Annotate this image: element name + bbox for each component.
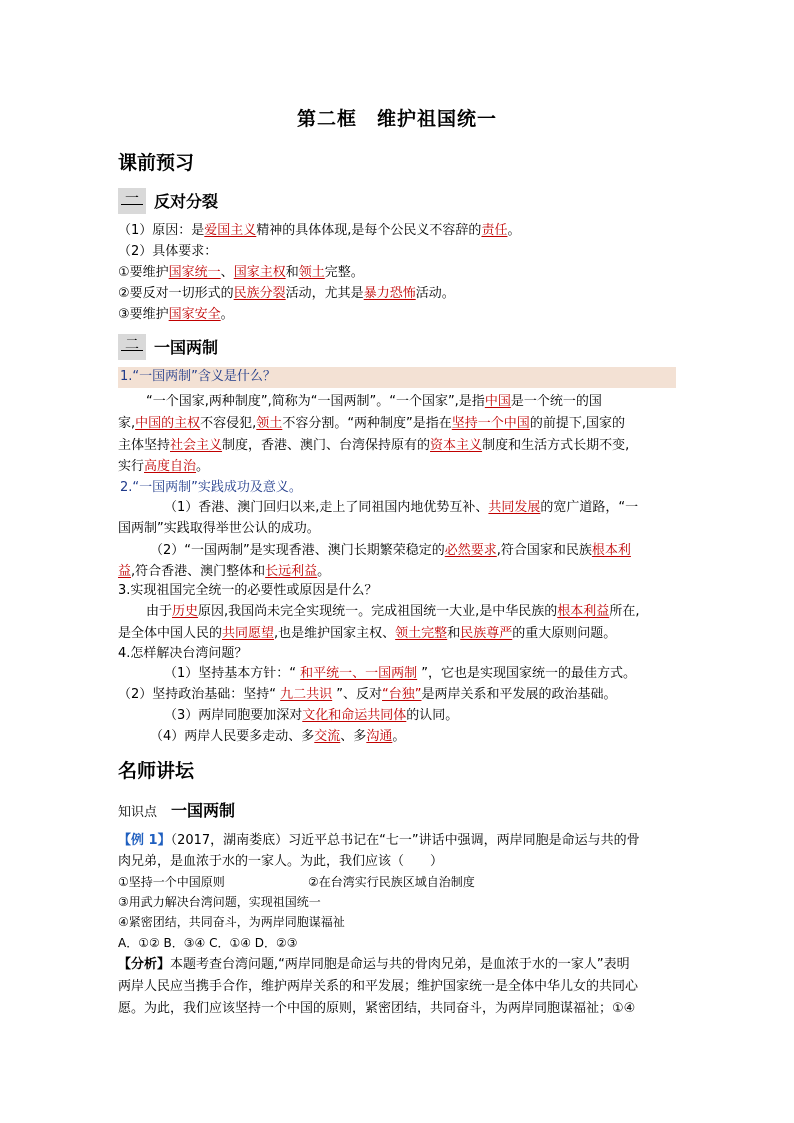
a3-line-1: 由于历史原因,我国尚未完全实现统一。完成祖国统一大业,是中华民族的根本利益所在,: [146, 604, 640, 619]
question-3: 3.实现祖国完全统一的必要性或原因是什么？: [118, 583, 378, 598]
a4-line-2: （2）坚持政治基础：坚持“ 九二共识 ”、反对“台独”是两岸关系和平发展的政治基础。: [118, 687, 617, 702]
s1-line-5: ③要维护国家安全。: [118, 307, 234, 322]
knowledge-point: 知识点 一国两制: [118, 801, 236, 820]
s1-line-1: （1）原因：是爱国主义精神的具体体现,是每个公民义不容辞的责任。: [118, 223, 521, 238]
a2-line-4: 益,符合香港、澳门整体和长远利益。: [118, 564, 331, 579]
option-4: ④紧密团结，共同奋斗，为两岸同胞谋福祉: [118, 915, 345, 929]
question-1: 1.“一国两制”含义是什么？: [120, 369, 276, 384]
a1-line-2: 家,中国的主权不容侵犯,领土不容分割。“两种制度”是指在坚持一个中国的前提下,国家的: [118, 416, 625, 431]
option-3: ③用武力解决台湾问题，实现祖国统一: [118, 895, 321, 909]
preview-heading: 课前预习: [118, 152, 195, 174]
a4-line-4: （4）两岸人民要多走动、多交流、多沟通。: [150, 729, 406, 744]
s1-line-3: ①要维护国家统一、国家主权和领土完整。: [118, 265, 364, 280]
a1-line-3: 主体坚持社会主义制度，香港、澳门、台湾保持原有的资本主义制度和生活方式长期不变,: [118, 438, 630, 453]
page-title: 第二框 维护祖国统一: [296, 108, 497, 130]
s1-line-4: ②要反对一切形式的民族分裂活动，尤其是暴力恐怖活动。: [118, 286, 455, 301]
a2-line-3: （2）“一国两制”是实现香港、澳门长期繁荣稳定的必然要求,符合国家和民族根本利: [150, 543, 631, 558]
question-2: 2.“一国两制”实践成功及意义。: [120, 480, 302, 495]
analysis-line-2: 两岸人民应当携手合作，维护两岸关系的和平发展；维护国家统一是全体中华儿女的共同心: [118, 979, 639, 994]
option-2: ②在台湾实行民族区域自治制度: [308, 875, 475, 889]
section-label: 一国两制: [154, 338, 219, 357]
section-number: 一: [118, 188, 146, 214]
a2-line-2: 国两制”实践取得举世公认的成功。: [118, 521, 320, 536]
a4-line-1: （1）坚持基本方针：“ 和平统一、一国两制 ”，它也是实现国家统一的最佳方式。: [164, 666, 637, 681]
section-number: 二: [118, 334, 146, 360]
answer-choices: A．①② B．③④ C．①④ D．②③: [118, 936, 298, 950]
lecture-heading: 名师讲坛: [118, 760, 195, 782]
s1-line-2: （2）具体要求：: [118, 244, 218, 259]
section-header-2: [118, 334, 680, 360]
question-4: 4.怎样解决台湾问题？: [118, 646, 248, 661]
a2-line-1: （1）香港、澳门回归以来,走上了同祖国内地优势互补、共同发展的宽广道路，“一: [164, 500, 639, 515]
analysis-line-1: 【分析】本题考查台湾问题,“两岸同胞是命运与共的骨肉兄弟，是血浓于水的一家人”表明: [118, 957, 630, 972]
analysis-line-3: 愿。为此，我们应该坚持一个中国的原则，紧密团结，共同奋斗，为两岸同胞谋福祉；①④: [118, 1001, 636, 1016]
a1-line-4: 实行高度自治。: [118, 459, 210, 474]
section-header-1: [118, 188, 680, 214]
section-label: 反对分裂: [154, 192, 219, 211]
a1-line-1: “一个国家,两种制度”,简称为“一国两制”。“一个国家”,是指中国是一个统一的国: [146, 394, 602, 409]
a3-line-2: 是全体中国人民的共同愿望,也是维护国家主权、领土完整和民族尊严的重大原则问题。: [118, 626, 617, 641]
option-1: ①坚持一个中国原则: [118, 875, 225, 889]
example-line-1: 【例 1】（2017，湖南娄底）习近平总书记在“七一”讲话中强调，两岸同胞是命运与共的骨: [118, 833, 640, 848]
a4-line-3: （3）两岸同胞要加深对文化和命运共同体的认同。: [164, 708, 459, 723]
example-line-2: 肉兄弟，是血浓于水的一家人。为此，我们应该（ ）: [118, 854, 444, 869]
